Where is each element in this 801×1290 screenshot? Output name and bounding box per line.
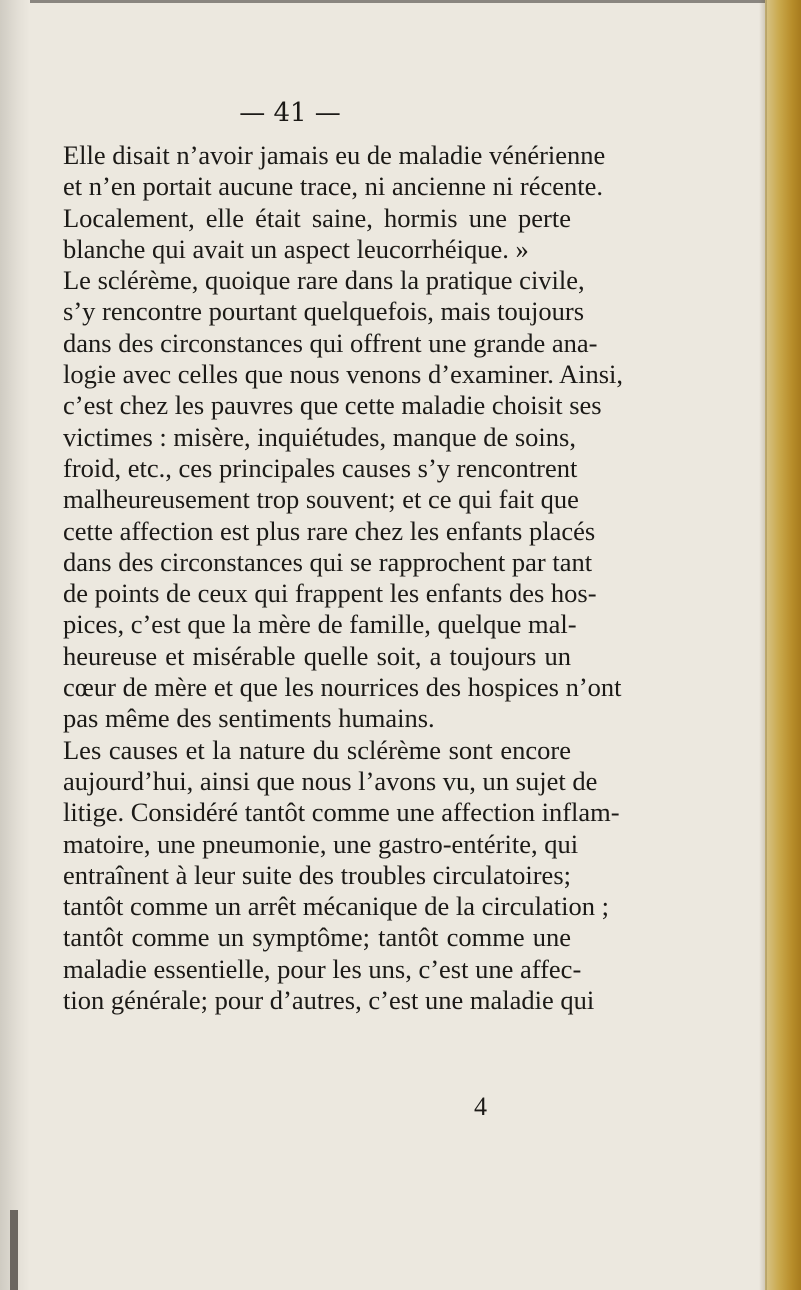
text-line: c’est chez les pauvres que cette maladie choisit ses <box>63 390 602 421</box>
text-line: victimes : misère, inquiétudes, manque de soins, <box>63 421 576 452</box>
page-number-header: — 41 — <box>239 98 341 128</box>
text-line: Le sclérème, quoique rare dans la pratique civile, <box>63 265 585 296</box>
text-line: litige. Considéré tantôt comme une affection inflam- <box>63 797 620 828</box>
text-line: maladie essentielle, pour les uns, c’est une affec- <box>63 953 582 984</box>
signature-mark: 4 <box>474 1092 487 1121</box>
text-line: Les causes et la nature du sclérème sont encore <box>63 734 571 765</box>
top-edge-line <box>0 0 801 3</box>
text-line: logie avec celles que nous venons d’examiner. Ainsi, <box>63 359 624 390</box>
text-line: entraînent à leur suite des troubles circulatoires; <box>63 859 571 890</box>
text-line: malheureusement trop souvent; et ce qui fait que <box>63 484 579 515</box>
text-line: dans des circonstances qui offrent une grande ana- <box>63 327 598 358</box>
binding-strip <box>10 1210 18 1290</box>
text-line: s’y rencontre pourtant quelquefois, mais toujours <box>63 296 585 327</box>
text-line: cette affection est plus rare chez les enfants placés <box>63 515 596 546</box>
text-line: matoire, une pneumonie, une gastro-entérite, qui <box>63 828 579 859</box>
text-line: pices, c’est que la mère de famille, quelque mal- <box>63 609 577 640</box>
page-edge-shadow <box>759 0 767 1290</box>
text-line: heureuse et misérable quelle soit, a toujours un <box>63 640 571 671</box>
body-text <box>63 140 624 1016</box>
text-line: blanche qui avait un aspect leucorrhéique. » <box>63 233 529 264</box>
text-line: pas même des sentiments humains. <box>63 703 435 734</box>
text-line: froid, etc., ces principales causes s’y rencontrent <box>63 452 578 483</box>
text-line: tantôt comme un symptôme; tantôt comme une <box>63 922 571 953</box>
binding-shadow <box>0 0 30 1290</box>
text-line: de points de ceux qui frappent les enfants des hos- <box>63 578 597 609</box>
gilded-page-edge <box>765 0 801 1290</box>
text-line: cœur de mère et que les nourrices des hospices n’ont <box>63 672 622 703</box>
text-line: Localement, elle était saine, hormis une perte <box>63 202 571 233</box>
text-line: tion générale; pour d’autres, c’est une maladie qui <box>63 985 595 1016</box>
text-line: aujourd’hui, ainsi que nous l’avons vu, un sujet de <box>63 765 598 796</box>
text-line: dans des circonstances qui se rapprochent par tant <box>63 546 593 577</box>
text-line: et n’en portait aucune trace, ni ancienne ni récente. <box>63 171 604 202</box>
text-line: Elle disait n’avoir jamais eu de maladie vénérienne <box>63 140 606 170</box>
text-line: tantôt comme un arrêt mécanique de la circulation ; <box>63 891 609 922</box>
